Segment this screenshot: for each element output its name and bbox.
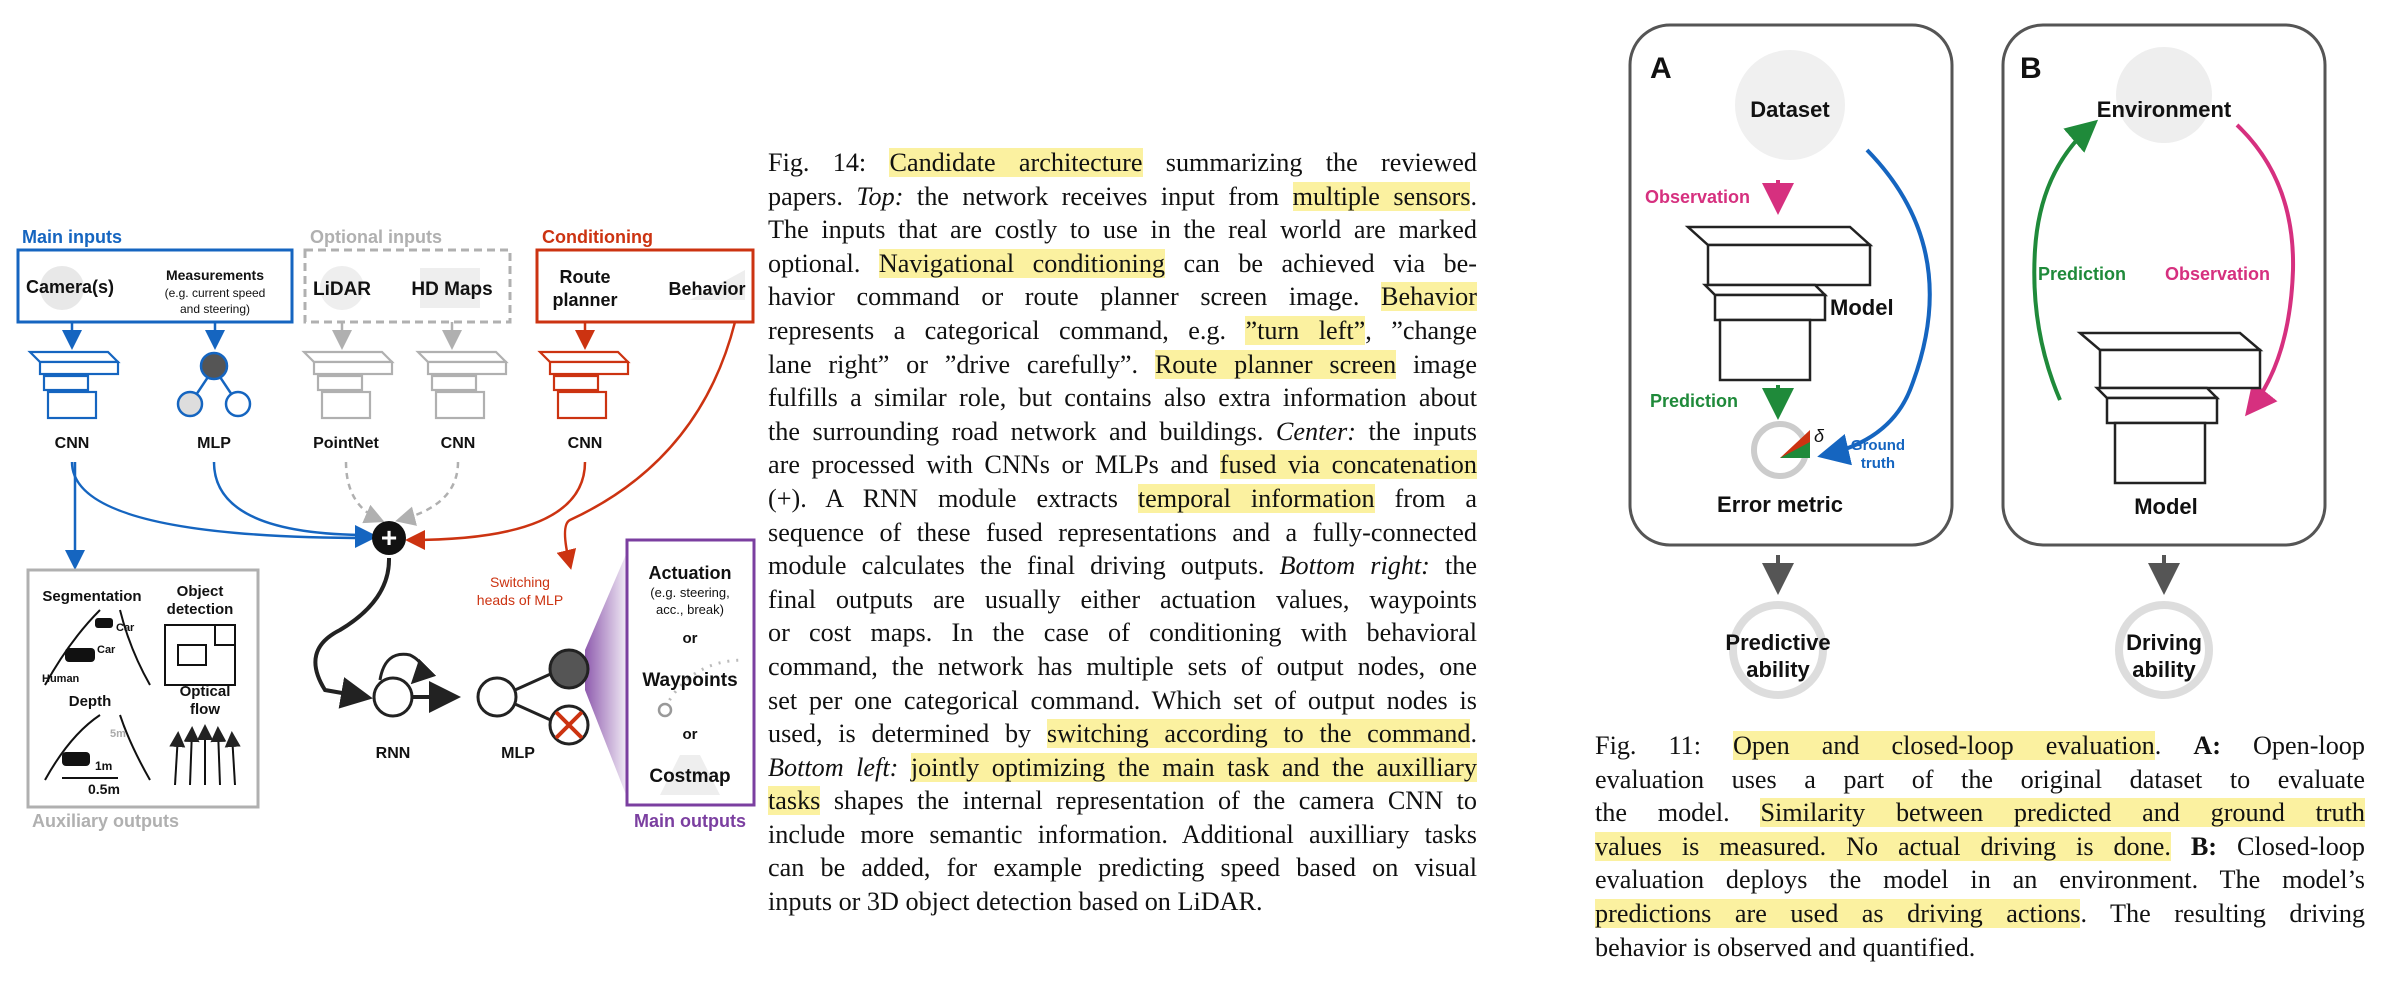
optical-label-1: Optical	[179, 683, 231, 700]
route-label-2: planner	[552, 290, 618, 310]
object-label-1: Object	[176, 583, 224, 600]
caption14-line: Fig. 14: Candidate architecture summarizing the reviewed	[768, 148, 1477, 177]
caption14-line: The inputs that are costly to use in the real world are marked	[768, 215, 1477, 245]
depth-5m: 5m	[110, 728, 126, 740]
actuation-sub1: (e.g. steering,	[650, 585, 730, 600]
waypoints-label: Waypoints	[642, 670, 738, 691]
model-a-label: Model	[1830, 295, 1894, 320]
rnn-label: RNN	[375, 745, 411, 762]
caption14-line: final outputs are usually either actuation values, waypoints	[768, 584, 1477, 614]
caption11-line: evaluation deploys the model in an environment. The model’s	[1595, 865, 2365, 895]
caption14-line: tasks shapes the internal representation of the camera CNN to	[768, 786, 1477, 816]
actuation-label: Actuation	[648, 563, 732, 583]
caption14-line: are processed with CNNs or MLPs and fused via concatenation	[768, 450, 1477, 480]
prediction-b-label: Prediction	[2038, 264, 2127, 284]
depth-05m: 0.5m	[88, 781, 120, 797]
cnn-opt-label: CNN	[440, 435, 476, 452]
conditioning-label: Conditioning	[542, 227, 653, 247]
caption14-line: set per one categorical command. Which set of output nodes is	[768, 685, 1477, 715]
caption14-line: the surrounding road network and buildings. Center: the inputs	[768, 416, 1477, 446]
caption14-line: used, is determined by switching according to the command.	[768, 719, 1477, 749]
optical-label-2: flow	[190, 701, 220, 718]
panel-a-letter: A	[1650, 52, 1672, 85]
car-icon	[65, 648, 95, 662]
measurements-sub1: (e.g. current speed	[164, 286, 266, 300]
fig14-diagram	[0, 0, 760, 860]
fig14-caption	[768, 146, 1477, 919]
mlp-core-label: MLP	[501, 745, 535, 762]
caption14-line: or cost maps. In the case of conditioning with behavioral	[768, 618, 1477, 648]
model-b-label: Model	[2134, 494, 2198, 519]
measurements-sub2: and steering)	[179, 302, 251, 316]
pointnet-icon	[304, 352, 392, 418]
object-label-2: detection	[166, 601, 234, 618]
depth-1m: 1m	[95, 759, 113, 773]
caption14-line: papers. Top: the network receives input from multiple sensors.	[768, 181, 1477, 211]
mlp-main-icon	[178, 353, 250, 416]
caption14-line: can be added, for example predicting speed based on visual	[768, 853, 1477, 883]
prediction-a-label: Prediction	[1650, 391, 1739, 411]
optical-flow-icon	[175, 728, 235, 785]
route-label-1: Route	[559, 267, 611, 287]
auxiliary-outputs-label: Auxiliary outputs	[32, 811, 180, 831]
depth-label: Depth	[68, 693, 112, 710]
predictive-label-2: ability	[1746, 657, 1810, 682]
or-label-2: or	[682, 726, 698, 743]
plus-icon: +	[380, 522, 398, 553]
segmentation-label: Segmentation	[42, 588, 142, 605]
caption14-line: lane right” or ”drive carefully”. Route planner screen image	[768, 349, 1477, 379]
output-fan	[585, 545, 630, 805]
mlp-core-node	[478, 678, 516, 716]
ground-truth-label-1: Ground	[1850, 437, 1906, 454]
observation-b-label: Observation	[2165, 264, 2271, 284]
caption11-line: predictions are used as driving actions. The resulting driving	[1595, 898, 2366, 928]
car-b-label: Car	[97, 644, 116, 656]
caption11-line: Fig. 11: Open and closed-loop evaluation. A: Open-loop	[1595, 731, 2365, 760]
fig11-caption	[1595, 729, 2365, 964]
cnn-main-label: CNN	[54, 435, 90, 452]
panel-b-letter: B	[2020, 52, 2042, 85]
environment-label: Environment	[2096, 97, 2232, 122]
mlp-main-label: MLP	[197, 435, 231, 452]
mlp-head-active	[550, 650, 588, 688]
caption14-line: fulfills a similar role, but contains also extra information about	[768, 383, 1477, 413]
switching-label-1: Switching	[490, 574, 550, 590]
observation-a-label: Observation	[1645, 187, 1751, 207]
caption14-line: inputs or 3D object detection based on LiDAR.	[768, 887, 1263, 917]
rnn-node	[374, 678, 412, 716]
caption14-line: represents a categorical command, e.g. ”turn left”, ”change	[768, 315, 1477, 345]
cnn-main-icon	[30, 352, 118, 418]
lidar-label: LiDAR	[312, 279, 372, 300]
driving-label-2: ability	[2132, 657, 2196, 682]
caption14-line: module calculates the final driving outputs. Bottom right: the	[768, 551, 1477, 581]
actuation-sub2: acc., break)	[656, 602, 724, 617]
delta-label: δ	[1814, 426, 1825, 446]
cnn-opt-icon	[418, 352, 506, 418]
cnn-cond-icon	[540, 352, 628, 418]
main-outputs-label: Main outputs	[634, 811, 746, 831]
caption11-line: behavior is observed and quantified.	[1595, 932, 1976, 962]
or-label-1: or	[682, 630, 698, 647]
camera-label: Camera(s)	[25, 277, 115, 297]
cnn-cond-label: CNN	[567, 435, 603, 452]
caption11-line: the model. Similarity between predicted and ground truth	[1595, 798, 2365, 828]
driving-label-1: Driving	[2126, 630, 2202, 655]
hdmaps-label: HD Maps	[411, 279, 493, 300]
caption14-line: include more semantic information. Additional auxilliary tasks	[768, 819, 1477, 849]
measurements-label: Measurements	[165, 267, 265, 283]
optional-inputs-label: Optional inputs	[310, 227, 442, 247]
fig11-diagram	[1610, 0, 2360, 720]
caption11-line: evaluation uses a part of the original dataset to evaluate	[1595, 764, 2365, 794]
caption11-line: values is measured. No actual driving is done. B: Closed-loop	[1595, 831, 2365, 861]
behavior-label: Behavior	[668, 279, 746, 299]
costmap-label: Costmap	[649, 766, 731, 787]
main-inputs-label: Main inputs	[22, 227, 122, 247]
car-a-label: Car	[116, 622, 135, 634]
predictive-label-1: Predictive	[1725, 630, 1831, 655]
ground-truth-label-2: truth	[1860, 455, 1896, 472]
caption14-line: (+). A RNN module extracts temporal information from a	[768, 483, 1478, 513]
pointnet-label: PointNet	[313, 435, 379, 452]
caption14-line: optional. Navigational conditioning can be achieved via be-	[768, 248, 1477, 278]
object-detection-icon	[165, 625, 235, 685]
dataset-label: Dataset	[1750, 97, 1830, 122]
error-metric-label: Error metric	[1717, 492, 1843, 517]
human-label: Human	[42, 673, 80, 685]
environment-icon	[2116, 47, 2212, 143]
caption14-line: havior command or route planner screen image. Behavior	[768, 282, 1477, 312]
caption14-line: command, the network has multiple sets of output nodes, one	[768, 651, 1477, 681]
caption14-line: sequence of these fused representations and a fully-connected	[768, 517, 1477, 547]
caption14-line: Bottom left: jointly optimizing the main task and the auxilliary	[768, 752, 1477, 782]
switching-label-2: heads of MLP	[476, 592, 564, 608]
